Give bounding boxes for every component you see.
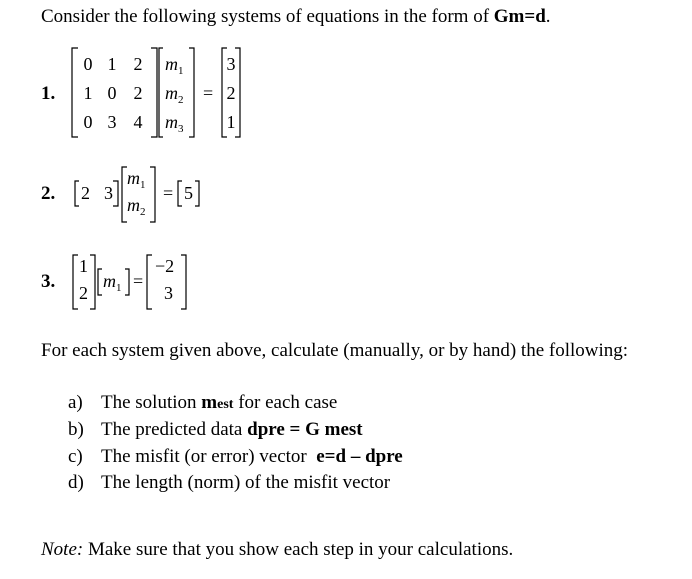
task-bold: dpre = G mest bbox=[247, 419, 363, 440]
d-entry: 3 bbox=[164, 283, 173, 303]
m-entry: $m_1$ bbox=[165, 54, 184, 77]
g-entry: 2 bbox=[79, 283, 88, 303]
system-3-label: 3. bbox=[41, 271, 56, 292]
task-text: The predicted data bbox=[101, 419, 248, 440]
title-form: Gm=d bbox=[493, 6, 546, 27]
g-entry: 2 bbox=[81, 183, 90, 203]
d-entry: 2 bbox=[226, 83, 236, 103]
equals-sign: = bbox=[163, 183, 174, 203]
task-small: est bbox=[217, 397, 234, 412]
d-entry: 5 bbox=[184, 183, 193, 203]
task-marker: c) bbox=[68, 446, 83, 467]
task-text: The misfit (or error) vector bbox=[101, 446, 317, 467]
g-entry: 3 bbox=[104, 183, 113, 203]
task-post: for each case bbox=[233, 392, 338, 413]
task-item-c bbox=[68, 446, 403, 468]
task-text: The solution bbox=[101, 392, 202, 413]
task-item-b bbox=[68, 419, 363, 441]
instruction-text: For each system given above, calculate (manually, or by hand) the following: bbox=[41, 340, 629, 361]
note bbox=[41, 539, 513, 561]
task-marker: b) bbox=[68, 419, 84, 440]
m-entry: $m_1$ bbox=[103, 271, 122, 294]
task-bold: e=d – dpre bbox=[316, 446, 403, 467]
g-entry: 2 bbox=[133, 83, 143, 103]
task-item-d bbox=[68, 472, 390, 494]
title-text: Consider the following systems of equations in the form of bbox=[41, 6, 494, 27]
system-1-label: 1. bbox=[41, 83, 56, 104]
m-entry: $m_2$ bbox=[165, 83, 184, 106]
equals-sign: = bbox=[203, 83, 214, 103]
g-entry: 1 bbox=[107, 54, 117, 74]
task-text: The length (norm) of the misfit vector bbox=[101, 472, 391, 493]
system-2-label: 2. bbox=[41, 183, 56, 204]
g-entry: 4 bbox=[133, 112, 143, 132]
g-entry: 3 bbox=[107, 112, 117, 132]
g-entry: 1 bbox=[83, 83, 93, 103]
m-entry: $m_2$ bbox=[127, 195, 146, 218]
task-bold: m bbox=[201, 392, 218, 413]
task-marker: d) bbox=[68, 472, 84, 493]
g-entry: 0 bbox=[83, 112, 93, 132]
equals-sign: = bbox=[133, 271, 144, 291]
g-entry: 2 bbox=[133, 54, 143, 74]
m-entry: $m_1$ bbox=[127, 168, 146, 191]
g-entry: 0 bbox=[107, 83, 117, 103]
g-entry: 1 bbox=[79, 256, 88, 276]
task-marker: a) bbox=[68, 392, 83, 413]
d-entry: 3 bbox=[226, 54, 236, 74]
d-entry: 1 bbox=[226, 112, 236, 132]
g-entry: 0 bbox=[83, 54, 93, 74]
title-end: . bbox=[545, 6, 551, 27]
d-entry: −2 bbox=[155, 256, 175, 276]
m-entry: $m_3$ bbox=[165, 112, 184, 135]
note-label: Note: bbox=[41, 539, 84, 560]
task-item-a bbox=[68, 392, 337, 414]
note-text: Make sure that you show each step in your calculations. bbox=[83, 539, 514, 560]
